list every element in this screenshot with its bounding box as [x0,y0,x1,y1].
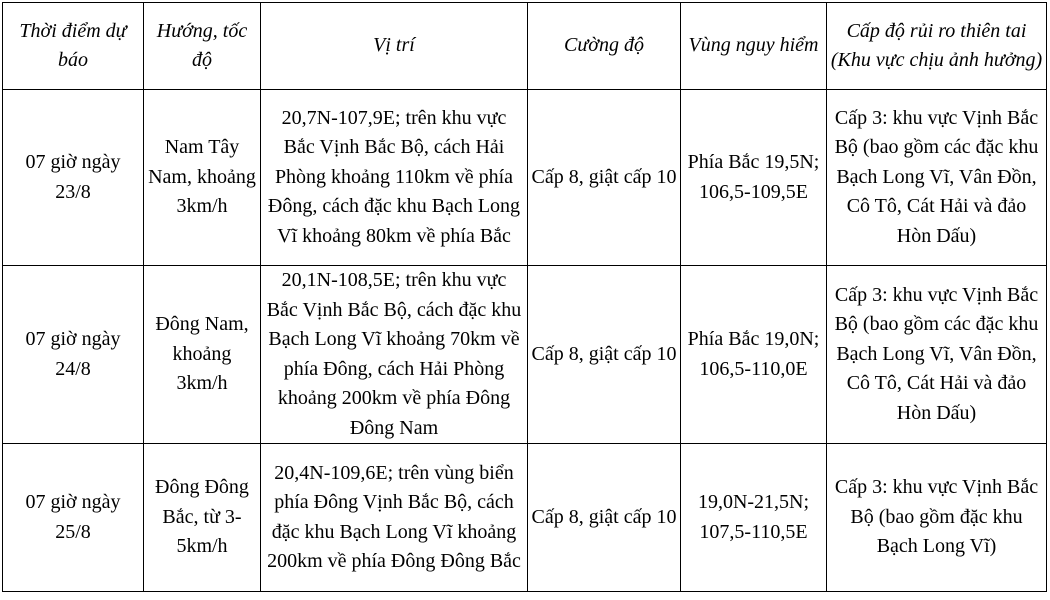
header-forecast-time: Thời điểm dự báo [3,3,144,90]
cell-intensity: Cấp 8, giật cấp 10 [528,90,681,266]
cell-danger-zone: 19,0N-21,5N; 107,5-110,5E [681,444,827,592]
cell-risk: Cấp 3: khu vực Vịnh Bắc Bộ (bao gồm đặc khu Bạch Long Vĩ) [827,444,1047,592]
cell-intensity: Cấp 8, giật cấp 10 [528,444,681,592]
header-intensity: Cường độ [528,3,681,90]
cell-position: 20,4N-109,6E; trên vùng biển phía Đông Vịnh Bắc Bộ, cách đặc khu Bạch Long Vĩ khoảng 200km về phía Đông Đông Bắc [261,444,528,592]
cell-time: 07 giờ ngày 23/8 [3,90,144,266]
header-position: Vị trí [261,3,528,90]
header-direction-speed: Hướng, tốc độ [144,3,261,90]
table-row [3,444,1047,592]
cell-time: 07 giờ ngày 25/8 [3,444,144,592]
cell-position: 20,7N-107,9E; trên khu vực Bắc Vịnh Bắc Bộ, cách Hải Phòng khoảng 110km về phía Đông, cách đặc khu Bạch Long Vĩ khoảng 80km về phía Bắc [261,90,528,266]
cell-risk: Cấp 3: khu vực Vịnh Bắc Bộ (bao gồm các đặc khu Bạch Long Vĩ, Vân Đồn, Cô Tô, Cát Hải và đảo Hòn Dấu) [827,90,1047,266]
cell-danger-zone: Phía Bắc 19,0N; 106,5-110,0E [681,266,827,444]
cell-danger-zone: Phía Bắc 19,5N; 106,5-109,5E [681,90,827,266]
table-row [3,266,1047,444]
cell-direction: Đông Đông Bắc, từ 3-5km/h [144,444,261,592]
forecast-table [2,2,1047,592]
header-danger-zone: Vùng nguy hiểm [681,3,827,90]
cell-intensity: Cấp 8, giật cấp 10 [528,266,681,444]
cell-risk: Cấp 3: khu vực Vịnh Bắc Bộ (bao gồm các đặc khu Bạch Long Vĩ, Vân Đồn, Cô Tô, Cát Hải và đảo Hòn Dấu) [827,266,1047,444]
cell-time: 07 giờ ngày 24/8 [3,266,144,444]
cell-position: 20,1N-108,5E; trên khu vực Bắc Vịnh Bắc Bộ, cách đặc khu Bạch Long Vĩ khoảng 70km về phía Đông, cách Hải Phòng khoảng 200km về phía Đông Đông Nam [261,266,528,444]
header-risk-level: Cấp độ rủi ro thiên tai (Khu vực chịu ảnh hưởng) [827,3,1047,90]
header-row [3,3,1047,90]
cell-direction: Đông Nam, khoảng 3km/h [144,266,261,444]
table-row [3,90,1047,266]
cell-direction: Nam Tây Nam, khoảng 3km/h [144,90,261,266]
